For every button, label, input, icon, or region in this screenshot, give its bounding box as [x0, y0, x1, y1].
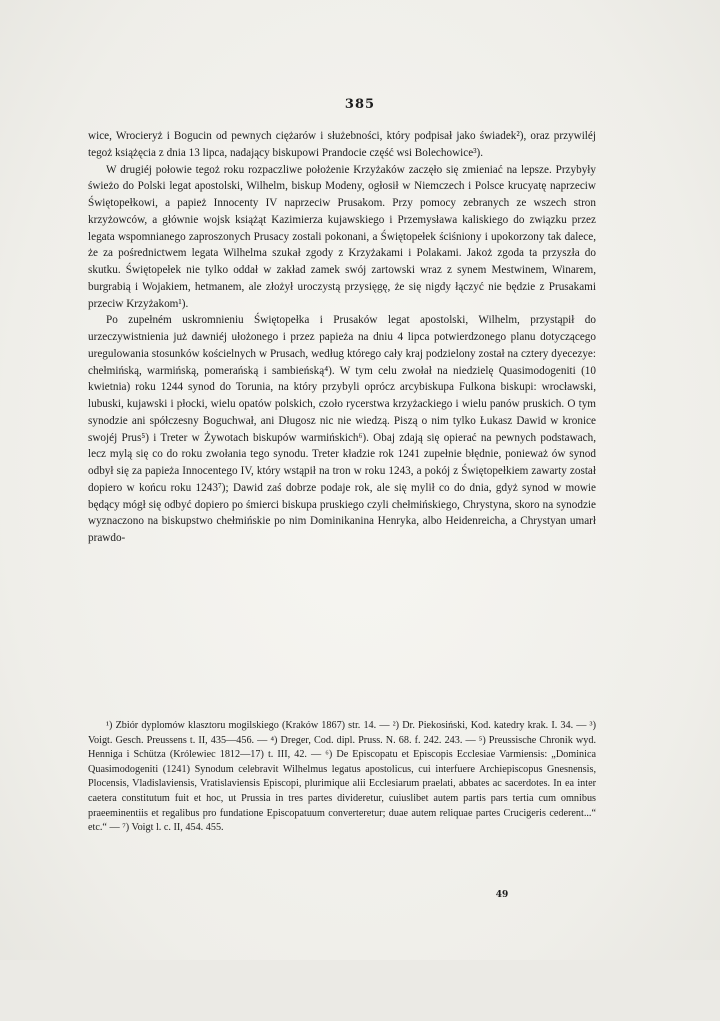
body-paragraph: Po zupełném uskromnieniu Świętopełka i Prusaków legat apostolski, Wilhelm, przystąpił do urzeczywistnienia już dawniéj ułożonego i przez papieża na dniu 4 lipca potwierdzonego planu dotyczącego uregulowania stosunków kościelnych w Prusach, według którego cały kraj podzielony został na cztery dyecezye: chełmińską, warmińską, pomerańską i sambieńską⁴). W tym celu zwołał na niedzielę Quasimodogeniti (10 kwietnia) roku 1244 synod do Torunia, na który przybyli oprócz arcybiskupa Fulkona biskupi: wrocławski, lubuski, kujawski i płocki, wielu opatów polskich, czoło rycerstwa krzyżackiego i wielu panów pruskich. O tym synodzie ani spółczesny Boguchwał, ani Długosz nic nie wiedzą. Piszą o nim tylko Łukasz Dawid w kronice swojéj Prus⁵) i Treter w Żywotach biskupów warmińskich⁶). Obaj zdają się opierać na pewnych podstawach, lecz mylą się co do roku zwołania tego synodu. Treter kładzie rok 1241 zupełnie błędnie, ponieważ ów synod odbył się za papieża Innocentego IV, który wstąpił na tron w roku 1243, a pokój z Świętopełkiem zawarty został dopiero w końcu roku 1243⁷); Dawid zaś dobrze podaje rok, ale się mylił co do dnia, gdyż synod w mowie będący mógł się odbyć dopiero po śmierci biskupa pruskiego czyli chełmińskiego, Chrystyna, skoro na synodzie wyznaczono na biskupstwo chełmińskie po nim Dominikanina Henryka, albo Heidenreicha, a Chrystyan umarł prawdo- [88, 314, 596, 544]
page-number: 385 [344, 97, 376, 112]
footnote-paragraph: ¹) Zbiór dyplomów klasztoru mogilskiego (Kraków 1867) str. 14. — ²) Dr. Piekosiński, Kod. katedry krak. I. 34. — ³) Voigt. Gesch. Preussens t. II, 435—456. — ⁴) Dreger, Cod. dipl. Pruss. N. 68. f. 242. 243. — ⁵) Preussische Chronik wyd. Henniga i Schütza (Królewiec 1812—17) t. III, 42. — ⁶) De Episcopatu et Episcopis Ecclesiae Varmiensis: „Dominica Quasimodogeniti (1241) Synodum celebravit Wilhelmus legatus apostolicus, cui interfuere Archiepiscopus Gnesnensis, Plocensis, Vladislaviensis, Vratislaviensis Episcopi, plurimique alii Ecclesiarum praelati, abbates ac sacerdotes. In ea inter caetera constitutum fuit et hoc, ut Prussia in tres partes divideretur, cuiuslibet autem partis pars tertia cum omnibus praeeminentiis et regalibus pro fundatione Episcopatuum converteretur; duae autem reliquae partes Crucigeris cederent...“ etc.“ — ⁷) Voigt l. c. II, 454. 455. [88, 720, 596, 834]
main-text-block [88, 128, 596, 547]
body-paragraph: W drugiéj połowie tegoż roku rozpaczliwe położenie Krzyżaków zaczęło się zmieniać na lepsze. Przybyły świeżo do Polski legat apostolski, Wilhelm, biskup Modeny, ogłosił w Niemczech i Polsce krucyatę naprzeciw Świętopełkowi, a papież Innocenty IV naprzeciw Prusakom. Przy pomocy zebranych ze wszech stron krzyżowców, a głównie wojsk książąt Kazimierza kujawskiego i Przemysława kaliskiego do związku przez legata wspomnianego zaproszonych Prusacy zostali pokonani, a Świętopełek ściśniony i upokorzony tak dalece, że za pośrednictwem legata Wilhelma szukał zgody z Krzyżakami i Polakami. Jakoż zgoda ta przyszła do skutku. Świętopełek nie tylko oddał w zakład zamek swój zartowski wraz z synem Mestwinem, Winarem, burgrabią i Wojakiem, hetmanem, ale złożył uroczystą przysięgę, że się nigdy łączyć nie będzie z Prusakami przeciw Krzyżakom¹). [88, 163, 596, 310]
sheet-signature: 49 [495, 890, 509, 900]
body-paragraph: wice, Wrocieryż i Bogucin od pewnych ciężarów i służebności, który podpisał jako świadek²), oraz przywiléj tegoż książęcia z dnia 13 lipca, nadający biskupowi Prandocie część wsi Bolechowice³). [88, 130, 596, 159]
footnotes-block [88, 719, 596, 836]
page-bottom-margin [0, 960, 720, 1021]
